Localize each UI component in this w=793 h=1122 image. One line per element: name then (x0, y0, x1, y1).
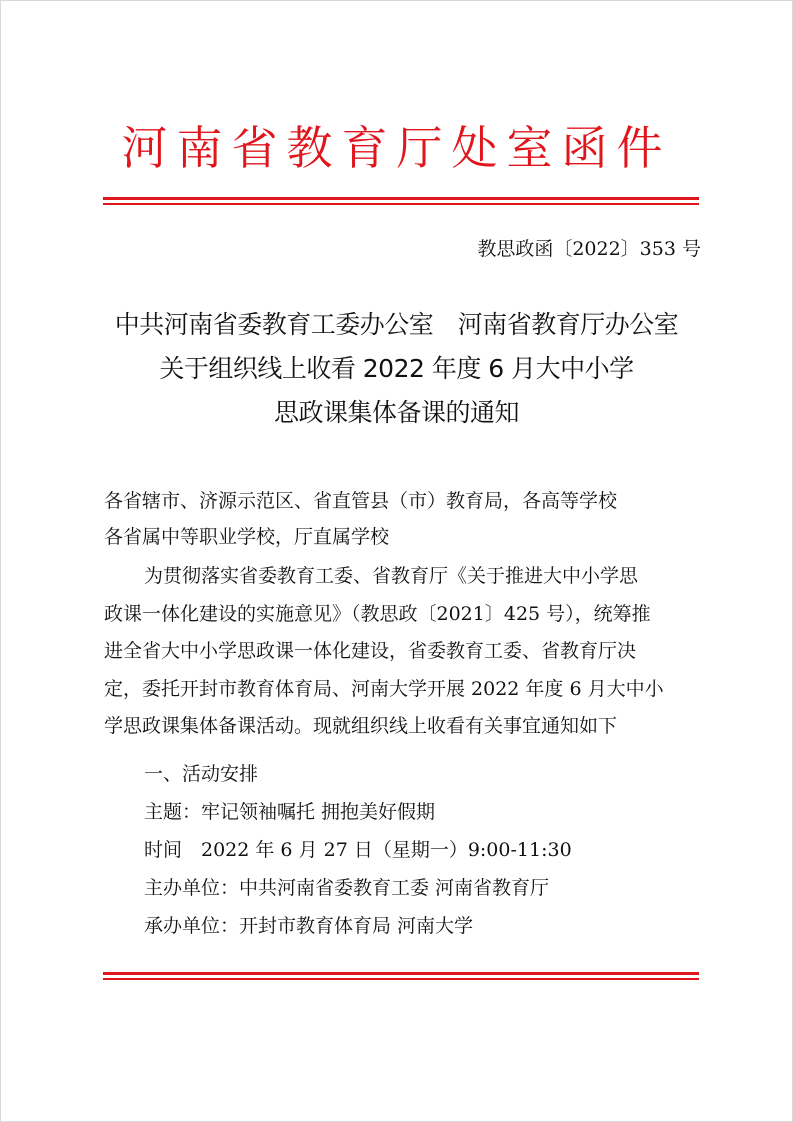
footer-rule-thin (103, 978, 699, 980)
title-line-2: 关于组织线上收看 2022 年度 6 月大中小学 (159, 354, 634, 383)
addressee-line-1: 各省辖市、济源示范区、省直管县（市）教育局，各高等学校 (104, 490, 618, 512)
letterhead-rule-thick (103, 197, 699, 200)
activity-host: 主办单位：中共河南省委教育工委 河南省教育厅 (144, 877, 550, 899)
section-heading-1: 一、活动安排 (144, 763, 259, 785)
document-title (0, 303, 793, 435)
paragraph-line: 学思政课集体备课活动。现就组织线上收看有关事宜通知如下 (104, 715, 618, 737)
paragraph-line: 为贯彻落实省委教育工委、省教育厅《关于推进大中小学思 (144, 565, 639, 587)
title-line-3: 思政课集体备课的通知 (273, 398, 519, 427)
letterhead-rule-thin (103, 203, 699, 205)
title-line-1: 中共河南省委教育工委办公室 河南省教育厅办公室 (114, 310, 679, 339)
activity-theme: 主题：牢记领袖嘱托 拥抱美好假期 (144, 801, 436, 823)
activity-time: 时间 2022 年 6 月 27 日（星期一）9:00-11:30 (144, 839, 572, 861)
paragraph-line: 定，委托开封市教育体育局、河南大学开展 2022 年度 6 月大中小 (104, 677, 664, 700)
letterhead-title: 河南省教育厅处室函件 (121, 121, 672, 175)
paragraph-line: 政课一体化建设的实施意见》（教思政〔2021〕425 号），统筹推 (104, 602, 651, 625)
body-paragraph (104, 558, 700, 746)
footer-rule-thick (103, 972, 699, 975)
paragraph-line: 进全省大中小学思政课一体化建设，省委教育工委、省教育厅决 (104, 640, 637, 662)
addressee-line-2: 各省属中等职业学校，厅直属学校 (104, 526, 390, 548)
activity-organizer: 承办单位：开封市教育体育局 河南大学 (144, 915, 474, 937)
document-number: 教思政函〔2022〕353 号 (477, 238, 701, 260)
